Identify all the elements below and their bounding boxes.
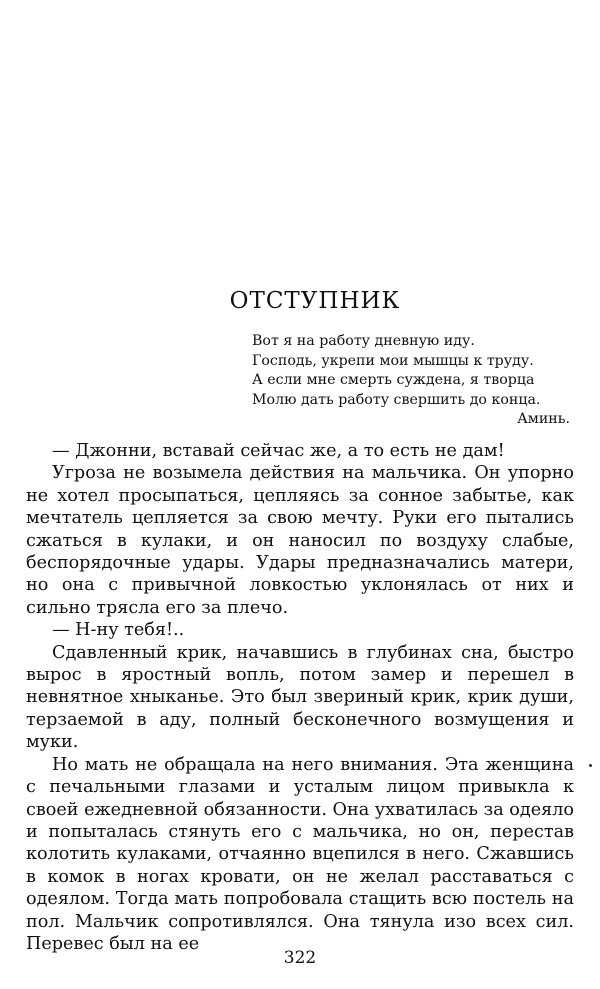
body-text bbox=[26, 440, 574, 955]
epigraph-line: Молю дать работу свершить до конца. bbox=[252, 391, 541, 408]
epigraph-line: Господь, укрепи мои мышцы к труду. bbox=[252, 352, 534, 369]
paragraph: Но мать не обращала на него внимания. Эта женщина с печальными глазами и усталым лицом привыкла к своей ежедневной обязанности. Она ухватилась за одеяло и попыталась стянуть его с мальчика, но он, перестав колотить кулаками, отчаянно вцепился в него. Сжавшись в комок в ногах кровати, он не желал расставаться с одеялом. Тогда мать попробовала стащить всю постель на пол. Мальчик сопротивлялся. Она тянула изо всех сил. Перевес был на ее bbox=[26, 754, 574, 954]
epigraph bbox=[252, 332, 572, 430]
paragraph: Сдавленный крик, начавшись в глубинах сна, быстро вырос в яростный вопль, потом замер и перешел в невнятное хныканье. Это был звериный крик, крик души, терзаемой в аду, полный бесконечного возмущения и муки. bbox=[26, 642, 574, 753]
epigraph-line: Вот я на работу дневную иду. bbox=[252, 333, 475, 349]
epigraph-line: А если мне смерть суждена, я творца bbox=[252, 372, 535, 388]
page-number: 322 bbox=[283, 948, 317, 968]
paragraph: — Джонни, вставай сейчас же, а то есть не дам! bbox=[52, 441, 505, 461]
paragraph: Угроза не возымела действия на мальчика. Он упорно не хотел просыпаться, цепляясь за сонное забытье, как мечтатель цепляется за свою мечту. Руки его пытались сжаться в кулаки, и он наносил по воздуху слабые, беспорядочные удары. Удары предназначались матери, но она с привычной ловкостью уклонялась от них и сильно трясла его за плечо. bbox=[26, 463, 574, 618]
paragraph: — Н-ну тебя!.. bbox=[52, 620, 185, 641]
print-speck bbox=[589, 764, 592, 767]
epigraph-signoff: Аминь. bbox=[517, 411, 570, 427]
chapter-title: ОТСТУПНИК bbox=[229, 288, 401, 314]
